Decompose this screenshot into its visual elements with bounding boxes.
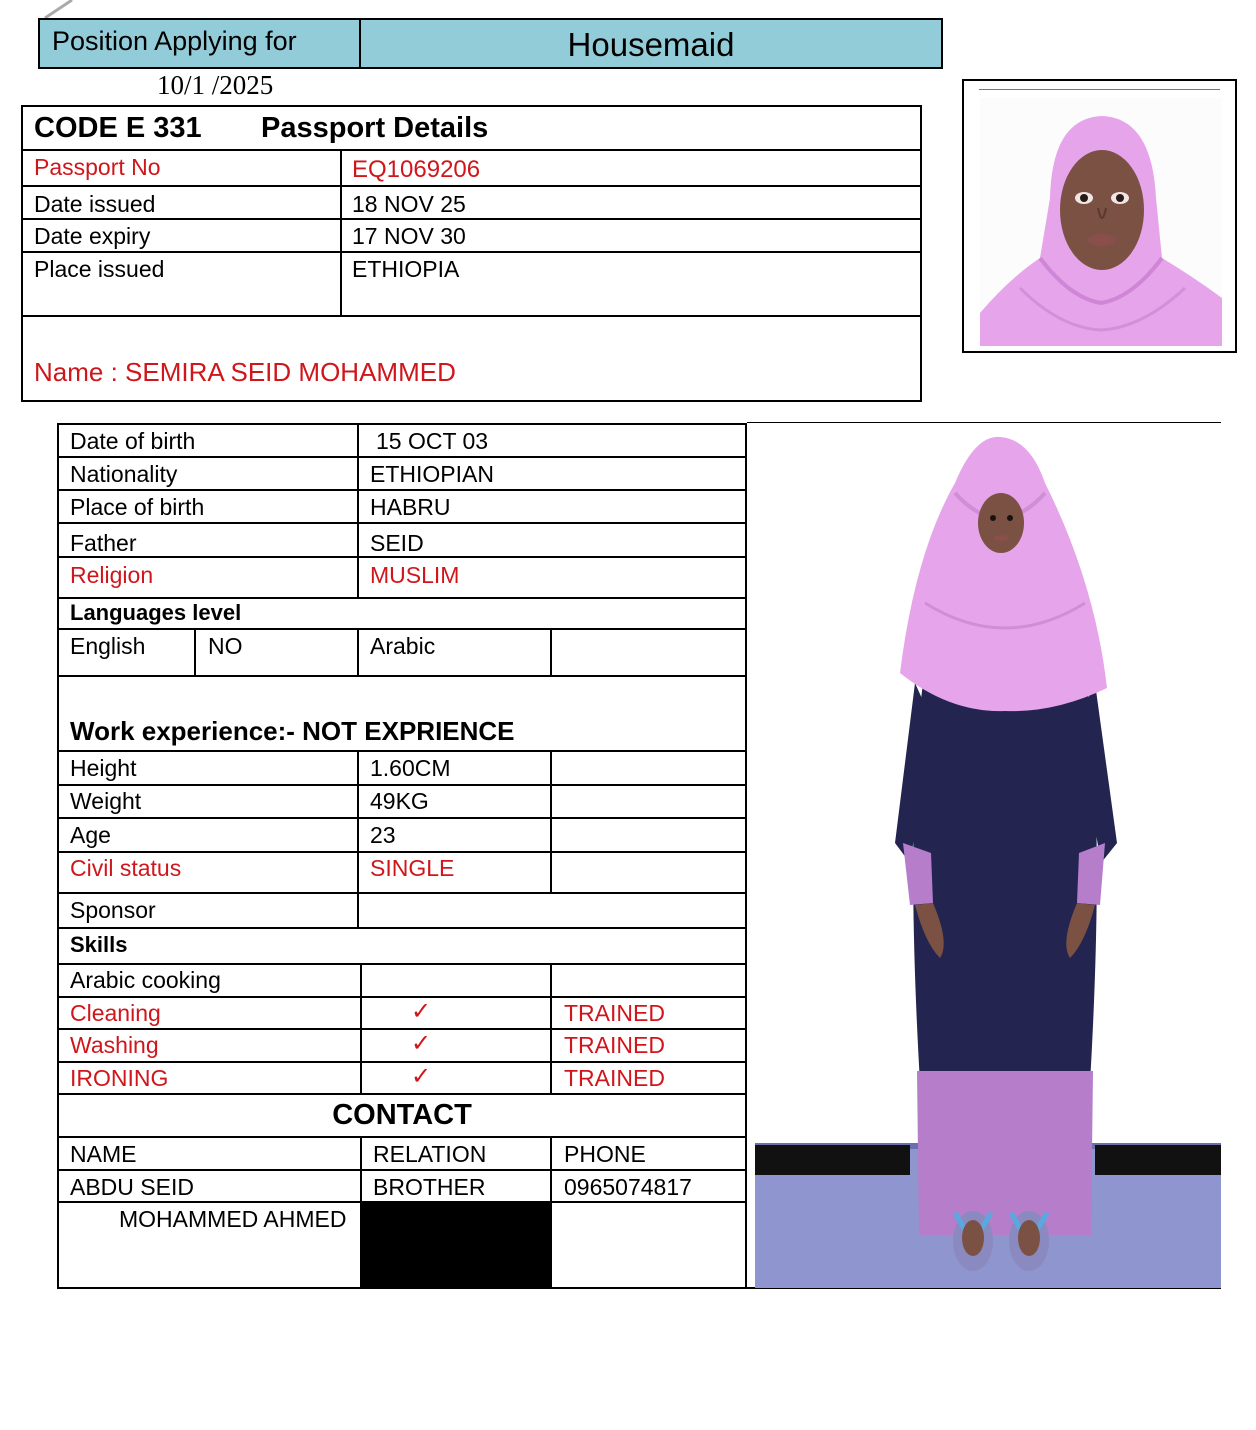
row-divider bbox=[59, 597, 745, 599]
skill-cleaning-status: TRAINED bbox=[564, 1000, 665, 1026]
column-divider bbox=[340, 149, 342, 315]
row-divider bbox=[59, 522, 745, 524]
position-label: Position Applying for bbox=[52, 26, 297, 56]
contact-header-name: NAME bbox=[70, 1141, 137, 1167]
position-value: Housemaid bbox=[567, 26, 735, 63]
date-expiry-value: 17 NOV 30 bbox=[352, 223, 466, 249]
dob-value: 15 OCT 03 bbox=[376, 428, 489, 454]
row-divider bbox=[59, 1093, 745, 1095]
skill-cleaning-label: Cleaning bbox=[70, 1000, 161, 1026]
skill-washing-label: Washing bbox=[70, 1032, 159, 1058]
row-divider bbox=[59, 628, 745, 630]
age-label: Age bbox=[70, 822, 111, 848]
civil-status-label: Civil status bbox=[70, 855, 182, 881]
contact-header-phone: PHONE bbox=[564, 1141, 646, 1167]
applicant-name: Name : SEMIRA SEID MOHAMMED bbox=[34, 357, 456, 387]
contact-name-continued: MOHAMMED AHMED bbox=[119, 1206, 347, 1232]
skills-heading: Skills bbox=[70, 932, 128, 957]
row-divider bbox=[59, 1136, 745, 1138]
arabic-label: Arabic bbox=[370, 633, 436, 659]
row-divider bbox=[59, 750, 745, 752]
headshot-frame bbox=[962, 79, 1237, 353]
row-divider bbox=[59, 1169, 745, 1171]
dob-label: Date of birth bbox=[70, 428, 196, 454]
age-value: 23 bbox=[370, 822, 396, 848]
column-divider bbox=[550, 963, 552, 1093]
code-label: CODE E 331 bbox=[34, 112, 202, 144]
date-issued-label: Date issued bbox=[34, 191, 156, 217]
civil-status-value: SINGLE bbox=[370, 855, 455, 881]
details-table bbox=[57, 423, 747, 1289]
row-divider bbox=[59, 784, 745, 786]
father-label: Father bbox=[70, 530, 137, 556]
skill-ironing-label: IRONING bbox=[70, 1065, 169, 1091]
check-icon: ✓ bbox=[411, 1063, 432, 1090]
column-divider bbox=[357, 425, 359, 597]
row-divider bbox=[23, 315, 920, 317]
nationality-value: ETHIOPIAN bbox=[370, 461, 494, 487]
row-divider bbox=[59, 1028, 745, 1030]
passport-title: Passport Details bbox=[261, 112, 489, 144]
father-value: SEID bbox=[370, 530, 424, 556]
height-label: Height bbox=[70, 755, 137, 781]
row-divider bbox=[59, 892, 745, 894]
row-divider bbox=[59, 817, 745, 819]
contact-header-relation: RELATION bbox=[373, 1141, 487, 1167]
weight-value: 49KG bbox=[370, 788, 429, 814]
contact-relation: BROTHER bbox=[373, 1174, 486, 1200]
nationality-label: Nationality bbox=[70, 461, 178, 487]
place-issued-value: ETHIOPIA bbox=[352, 256, 460, 282]
english-value: NO bbox=[208, 633, 243, 659]
column-divider bbox=[357, 628, 359, 675]
row-divider bbox=[59, 851, 745, 853]
row-divider bbox=[59, 963, 745, 965]
row-divider bbox=[59, 489, 745, 491]
position-box bbox=[38, 18, 943, 69]
contact-phone: 0965074817 bbox=[564, 1174, 692, 1200]
check-icon: ✓ bbox=[411, 998, 432, 1025]
row-divider bbox=[23, 218, 920, 220]
date-issued-value: 18 NOV 25 bbox=[352, 191, 466, 217]
weight-label: Weight bbox=[70, 788, 142, 814]
column-divider bbox=[194, 628, 196, 675]
religion-value: MUSLIM bbox=[370, 562, 460, 588]
row-divider bbox=[59, 456, 745, 458]
place-of-birth-label: Place of birth bbox=[70, 494, 205, 520]
row-divider bbox=[59, 996, 745, 998]
column-divider bbox=[357, 892, 359, 927]
date-expiry-label: Date expiry bbox=[34, 223, 151, 249]
place-of-birth-value: HABRU bbox=[370, 494, 451, 520]
languages-heading: Languages level bbox=[70, 600, 242, 625]
redaction-block bbox=[362, 1203, 550, 1289]
religion-label: Religion bbox=[70, 562, 154, 588]
column-divider bbox=[360, 963, 362, 1093]
form-date: 10/1 /2025 bbox=[157, 70, 274, 100]
passport-no-label: Passport No bbox=[34, 154, 161, 180]
full-body-photo-frame bbox=[747, 422, 1221, 1289]
divider bbox=[979, 89, 1220, 90]
height-value: 1.60CM bbox=[370, 755, 451, 781]
row-divider bbox=[23, 251, 920, 253]
english-label: English bbox=[70, 633, 146, 659]
contact-heading: CONTACT bbox=[332, 1099, 472, 1131]
row-divider bbox=[59, 927, 745, 929]
row-divider bbox=[23, 149, 920, 151]
column-divider bbox=[357, 750, 359, 892]
sponsor-label: Sponsor bbox=[70, 897, 156, 923]
passport-no-value: EQ1069206 bbox=[352, 156, 481, 183]
column-divider bbox=[550, 750, 552, 892]
work-experience: Work experience:- NOT EXPRIENCE bbox=[70, 716, 515, 746]
passport-table bbox=[21, 105, 922, 402]
corner-scratch bbox=[40, 0, 80, 20]
row-divider bbox=[23, 185, 920, 187]
column-divider bbox=[550, 1136, 552, 1289]
skill-arabic-cooking-label: Arabic cooking bbox=[70, 967, 221, 993]
column-divider bbox=[550, 628, 552, 675]
row-divider bbox=[59, 675, 745, 677]
check-icon: ✓ bbox=[411, 1030, 432, 1057]
skill-ironing-status: TRAINED bbox=[564, 1065, 665, 1091]
contact-name: ABDU SEID bbox=[70, 1174, 194, 1200]
full-body-photo bbox=[755, 423, 1221, 1288]
place-issued-label: Place issued bbox=[34, 256, 165, 282]
row-divider bbox=[59, 1061, 745, 1063]
skill-washing-status: TRAINED bbox=[564, 1032, 665, 1058]
headshot-photo bbox=[980, 98, 1222, 346]
